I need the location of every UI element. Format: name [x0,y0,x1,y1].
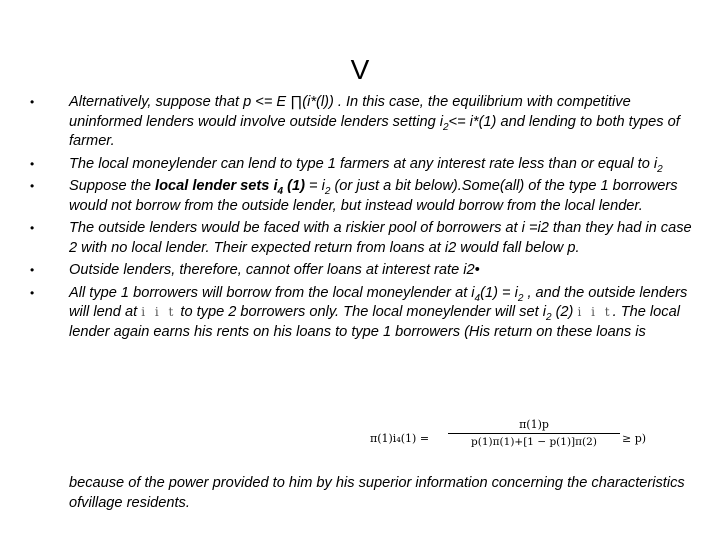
subscript: 2 [324,186,331,197]
formula-lhs: π(1)i₄(1) = [370,432,430,445]
bold-text: local lender sets i [155,178,278,194]
bullet-text-tail: <= i*(1) and lending to both types of farmer. [69,113,680,149]
formula-denominator: p(1)π(1)+[1 − p(1)]π(2) [471,436,597,448]
slide-title [0,54,720,86]
bold-text: (1) [283,178,305,194]
bullet-dot-icon: • [30,179,35,193]
formula-fragment-image: i i t [141,305,177,320]
bullet-dot-icon: • [30,221,35,235]
bullet-text-mid: = i [304,178,325,194]
formula-numerator: π(1)p [519,418,549,431]
subscript: 2 [442,121,449,133]
formula-fraction [448,418,620,448]
bullet-list [30,93,695,345]
bullet-dot-icon: • [30,156,35,171]
bullet-text-mid: , and the outside lenders will lend at [69,284,688,320]
bullet-text: Suppose the [69,178,156,194]
formula-rhs: ≥ p) [622,432,647,445]
bullet-text-mid: (2) [551,304,578,320]
bullet-text-tail: (or just a bit below).Some(all) of the type 1 borrowers would not borrow from the outside lender, but instead would borrow from the local lender. [69,178,678,214]
bullet-text-mid: to type 2 borrowers only. The local moneylender will set i [176,304,546,320]
subscript: 2 [657,163,663,175]
formula-fragment-image: i i t [577,305,613,320]
bullet-dot-icon: • [30,263,35,277]
bullet-item [30,155,695,175]
bullet-text-mid: (1) = i [480,284,518,301]
slide-title-text: V [350,54,370,85]
bullet-text: Alternatively, suppose that p <= E ∏(i*(l)) . In this case, the equilibrium with competitive uninformed lenders would involve outside lenders setting i [69,94,631,130]
closing-paragraph: because of the power provided to him by his superior information concerning the characteristics ofvillage residents. [69,475,685,511]
bullet-text: The local moneylender can lend to type 1 farmers at any interest rate less than or equal to i [69,155,658,172]
bullet-item [30,177,695,216]
subscript: 4 [474,292,481,304]
subscript: 2 [517,292,524,304]
bullet-item [30,219,695,258]
bullet-dot-icon: • [30,95,35,109]
subscript: 2 [545,312,552,323]
bullet-dot-icon: • [30,285,35,300]
bullet-item [30,284,695,343]
bullet-text: Outside lenders, therefore, cannot offer loans at interest rate i2• [69,262,480,278]
bullet-text: All type 1 borrowers will borrow from the local moneylender at i [69,284,475,301]
bullet-text: The outside lenders would be faced with a riskier pool of borrowers at i =i2 than they had in case 2 with no local lender. Their expected return from loans at i2 would fall below p. [69,220,692,256]
bullet-item [30,261,695,281]
bullet-item [30,93,695,152]
bullet-text-tail: . The local lender again earns his rents on his loans to type 1 borrowers (His return on these loans is [69,304,680,340]
subscript: 4 [277,186,284,197]
